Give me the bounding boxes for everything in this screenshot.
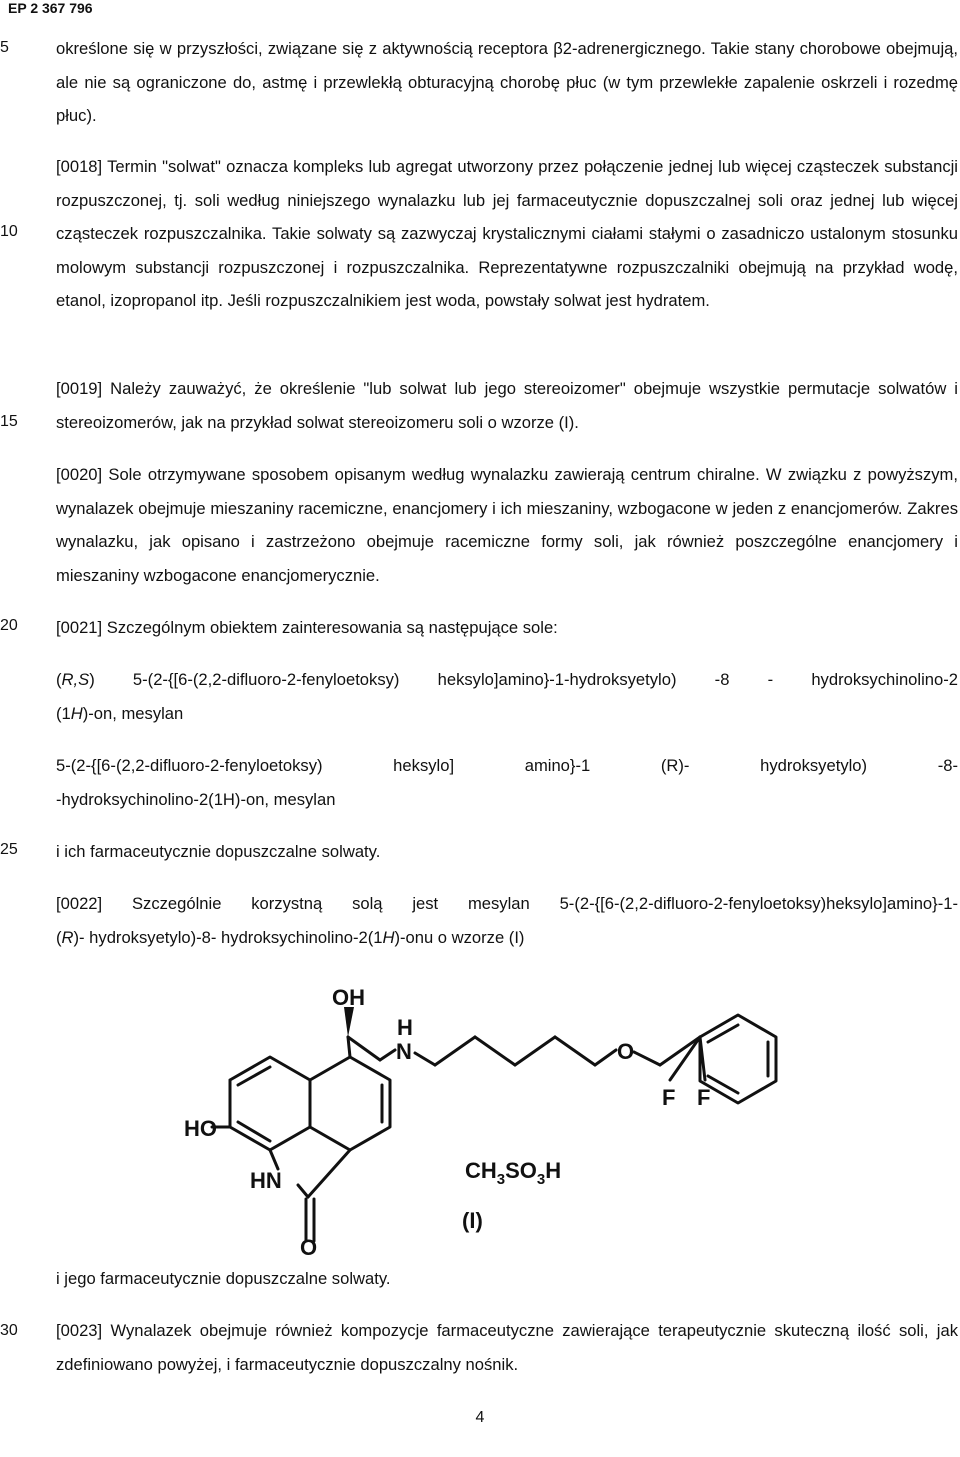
chemical-structure-formula-I xyxy=(140,985,840,1260)
paragraph-0022-line-1: [0022] Szczególnie korzystną solą jest mesylan 5-(2-{[6-(2,2-difluoro-2-fenyloetoksy)heksylo]amino}-1- xyxy=(56,894,958,913)
paragraph-0021: [0021] Szczególnym obiektem zainteresowania są następujące sole: xyxy=(56,618,558,637)
paragraph-0022-line-2: (R)- hydroksyetylo)-8- hydroksychinolino-2(1H)-onu o wzorze (I) xyxy=(56,927,525,947)
label-ho: HO xyxy=(184,1116,217,1141)
compound-1-line-1: (R,S) 5-(2-{[6-(2,2-difluoro-2-fenyloetoksy) heksylo]amino}-1-hydroksyetylo) -8 - hydroksychinolino-2 xyxy=(56,670,958,689)
line-number: 20 xyxy=(0,617,18,634)
compound-2-line-1: 5-(2-{[6-(2,2-difluoro-2-fenyloetoksy) heksylo] amino}-1 (R)- hydroksyetylo) -8- xyxy=(56,756,958,775)
label-hn: HN xyxy=(250,1168,282,1193)
compound-1 xyxy=(56,663,958,730)
line-number: 10 xyxy=(0,223,18,240)
label-oh: OH xyxy=(332,985,365,1010)
paragraph-solvates: i ich farmaceutycznie dopuszczalne solwaty. xyxy=(56,842,381,861)
page-number: 4 xyxy=(475,1409,485,1426)
label-h: H xyxy=(397,1015,413,1040)
line-number: 25 xyxy=(0,841,18,858)
compound-2-line-2: -hydroksychinolino-2(1H)-on, mesylan xyxy=(56,789,336,809)
paragraph-0019: [0019] Należy zauważyć, że określenie "lub solwat lub jego stereoizomer" obejmuje wszystkie permutacje solwatów i stereoizomerów, jak na przykład solwat stereoizomeru soli o wzorze (I). xyxy=(56,379,958,432)
paragraph-0020: [0020] Sole otrzymywane sposobem opisanym według wynalazku zawierają centrum chiralne. W związku z powyższym, wynalazek obejmuje mieszaniny racemiczne, enancjomery i ich mieszaniny, wzbogacone w jeden z enancjomerów. Zakres wynalazku, jak opisano i zastrzeżono obejmuje racemiczne formy soli, jak również poszczególne enancjomery i mieszaniny wzbogacone enancjomerycznie. xyxy=(56,465,958,585)
label-o-keto: O xyxy=(300,1235,318,1260)
label-n: N xyxy=(396,1039,412,1064)
compound-2 xyxy=(56,749,958,816)
paragraph-solvates-2: i jego farmaceutycznie dopuszczalne solwaty. xyxy=(56,1269,391,1288)
paragraph-intro: określone się w przyszłości, związane się z aktywnością receptora β2-adrenergicznego. Takie stany chorobowe obejmują, ale nie są ograniczone do, astmę i przewlekłą obturacyjną chorobę płuc (w tym przewlekłe zapalenie oskrzeli i rozedmę płuc). xyxy=(56,39,958,126)
formula-label: (I) xyxy=(462,1208,483,1233)
line-number: 30 xyxy=(0,1322,18,1339)
paragraph-0023: [0023] Wynalazek obejmuje również kompozycje farmaceutyczne zawierające terapeutycznie skuteczną ilość soli, jak zdefiniowano powyżej, i farmaceutycznie dopuszczalny nośnik. xyxy=(56,1321,958,1374)
label-f2: F xyxy=(697,1085,711,1110)
compound-1-line-2: (1H)-on, mesylan xyxy=(56,703,184,723)
label-ch3so3h: $CH_3SO_3H$ xyxy=(465,1158,562,1188)
paragraph-0018: [0018] Termin "solwat" oznacza kompleks lub agregat utworzony przez połączenie jednej lub więcej cząsteczek substancji rozpuszczonej, tj. soli według niniejszego wynalazku lub jej farmaceutycznie dopuszczalnej soli oraz jednej lub więcej cząsteczek rozpuszczalnika. Takie solwaty są zazwyczaj krystalicznymi ciałami stałymi o zasadniczo ustalonym stosunku molowym substancji rozpuszczonej i rozpuszczalnika. Reprezentatywne rozpuszczalniki obejmują na przykład wodę, etanol, izopropanol itp. Jeśli rozpuszczalnikiem jest woda, powstały solwat jest hydratem. xyxy=(56,157,958,311)
line-number: 15 xyxy=(0,413,18,430)
line-number: 5 xyxy=(0,39,9,56)
document-id: EP 2 367 796 xyxy=(8,0,93,16)
label-f1: F xyxy=(662,1085,676,1110)
paragraph-0022 xyxy=(56,887,958,954)
label-o-ether: O xyxy=(617,1039,635,1064)
